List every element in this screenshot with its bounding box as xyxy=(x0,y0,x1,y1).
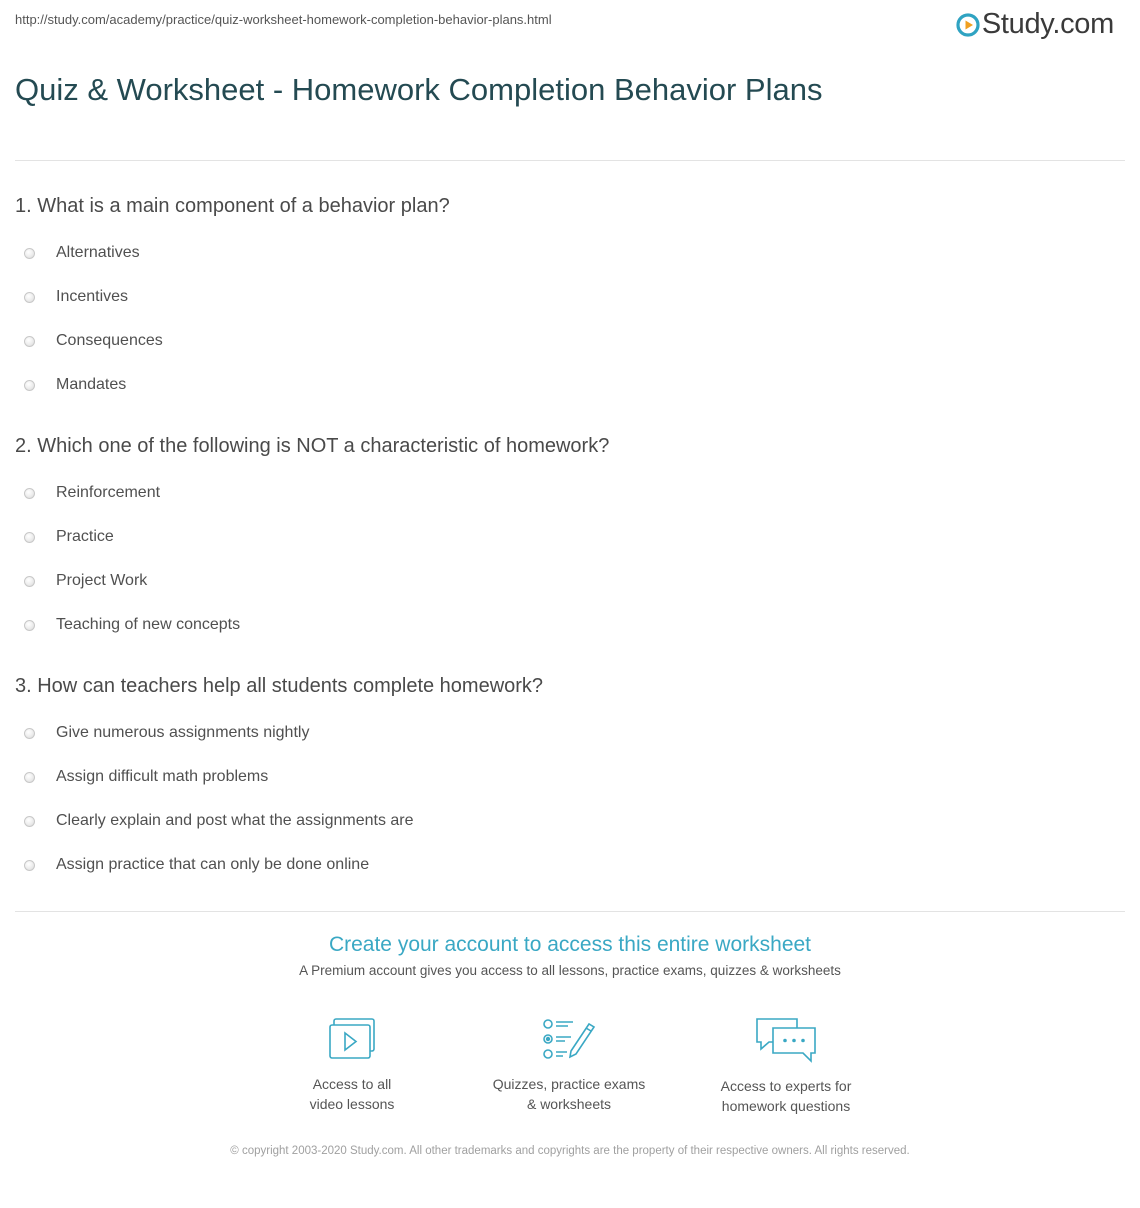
answer-option[interactable] xyxy=(15,279,1115,323)
answer-options xyxy=(15,235,1115,411)
option-label: Clearly explain and post what the assignments are xyxy=(56,812,414,829)
question-text: 3. How can teachers help all students complete homework? xyxy=(15,675,544,697)
feature-video-lessons xyxy=(252,1016,452,1114)
feature-label-line: homework questions xyxy=(721,1098,851,1114)
feature-experts xyxy=(686,1016,886,1116)
page-title: Quiz & Worksheet - Homework Completion Behavior Plans xyxy=(15,72,823,107)
answer-option[interactable] xyxy=(15,475,1115,519)
feature-label xyxy=(469,1074,669,1114)
title-divider xyxy=(15,160,1125,161)
cta-divider xyxy=(15,911,1125,912)
cta-subtitle: A Premium account gives you access to all lessons, practice exams, quizzes & worksheets xyxy=(299,963,841,978)
question-3 xyxy=(15,672,1115,891)
feature-label-line: Access to experts for xyxy=(720,1078,852,1094)
answer-option[interactable] xyxy=(15,519,1115,563)
feature-label-line: Access to all xyxy=(312,1076,392,1092)
question-text: 2. Which one of the following is NOT a characteristic of homework? xyxy=(15,435,610,457)
radio-button[interactable] xyxy=(24,620,35,631)
radio-button[interactable] xyxy=(24,292,35,303)
feature-quizzes xyxy=(469,1016,669,1114)
play-logo-icon xyxy=(956,13,980,37)
radio-button[interactable] xyxy=(24,488,35,499)
feature-label-line: video lessons xyxy=(309,1096,395,1112)
answer-option[interactable] xyxy=(15,715,1115,759)
create-account-link[interactable]: Create your account to access this entire worksheet xyxy=(328,933,812,956)
option-label: Assign practice that can only be done online xyxy=(56,856,370,873)
radio-button[interactable] xyxy=(24,860,35,871)
answer-option[interactable] xyxy=(15,563,1115,607)
answer-option[interactable] xyxy=(15,847,1115,891)
radio-button[interactable] xyxy=(24,336,35,347)
page-url: http://study.com/academy/practice/quiz-worksheet-homework-completion-behavior-plans.html xyxy=(15,12,552,27)
option-label: Consequences xyxy=(56,332,163,349)
answer-options xyxy=(15,715,1115,891)
option-label: Project Work xyxy=(56,572,148,589)
radio-button[interactable] xyxy=(24,728,35,739)
logo-text: Study.com xyxy=(981,8,1114,40)
option-label: Alternatives xyxy=(56,244,140,261)
video-lessons-icon xyxy=(326,1016,378,1062)
option-label: Incentives xyxy=(56,288,129,305)
question-text: 1. What is a main component of a behavior plan? xyxy=(15,195,450,217)
question-1 xyxy=(15,192,1115,411)
answer-option[interactable] xyxy=(15,607,1115,651)
top-bar xyxy=(0,0,1140,50)
feature-label xyxy=(686,1076,886,1116)
answer-option[interactable] xyxy=(15,759,1115,803)
option-label: Mandates xyxy=(56,376,127,393)
radio-button[interactable] xyxy=(24,248,35,259)
copyright-notice: © copyright 2003-2020 Study.com. All other trademarks and copyrights are the property of their respective owners. All rights reserved. xyxy=(230,1145,910,1157)
radio-button[interactable] xyxy=(24,380,35,391)
radio-button[interactable] xyxy=(24,816,35,827)
signup-cta xyxy=(0,933,1140,978)
feature-label-line: & worksheets xyxy=(526,1096,612,1112)
option-label: Teaching of new concepts xyxy=(56,616,241,633)
answer-option[interactable] xyxy=(15,803,1115,847)
answer-option[interactable] xyxy=(15,323,1115,367)
answer-options xyxy=(15,475,1115,651)
answer-option[interactable] xyxy=(15,367,1115,411)
feature-label-line: Quizzes, practice exams xyxy=(492,1076,646,1092)
study-logo[interactable] xyxy=(956,8,1114,41)
quiz-checklist-icon xyxy=(541,1016,597,1062)
radio-button[interactable] xyxy=(24,576,35,587)
radio-button[interactable] xyxy=(24,772,35,783)
option-label: Assign difficult math problems xyxy=(56,768,269,785)
option-label: Reinforcement xyxy=(56,484,161,501)
feature-label xyxy=(252,1074,452,1114)
option-label: Give numerous assignments nightly xyxy=(56,724,310,741)
option-label: Practice xyxy=(56,528,114,545)
radio-button[interactable] xyxy=(24,532,35,543)
expert-chat-icon xyxy=(753,1016,819,1064)
question-2 xyxy=(15,432,1115,651)
answer-option[interactable] xyxy=(15,235,1115,279)
